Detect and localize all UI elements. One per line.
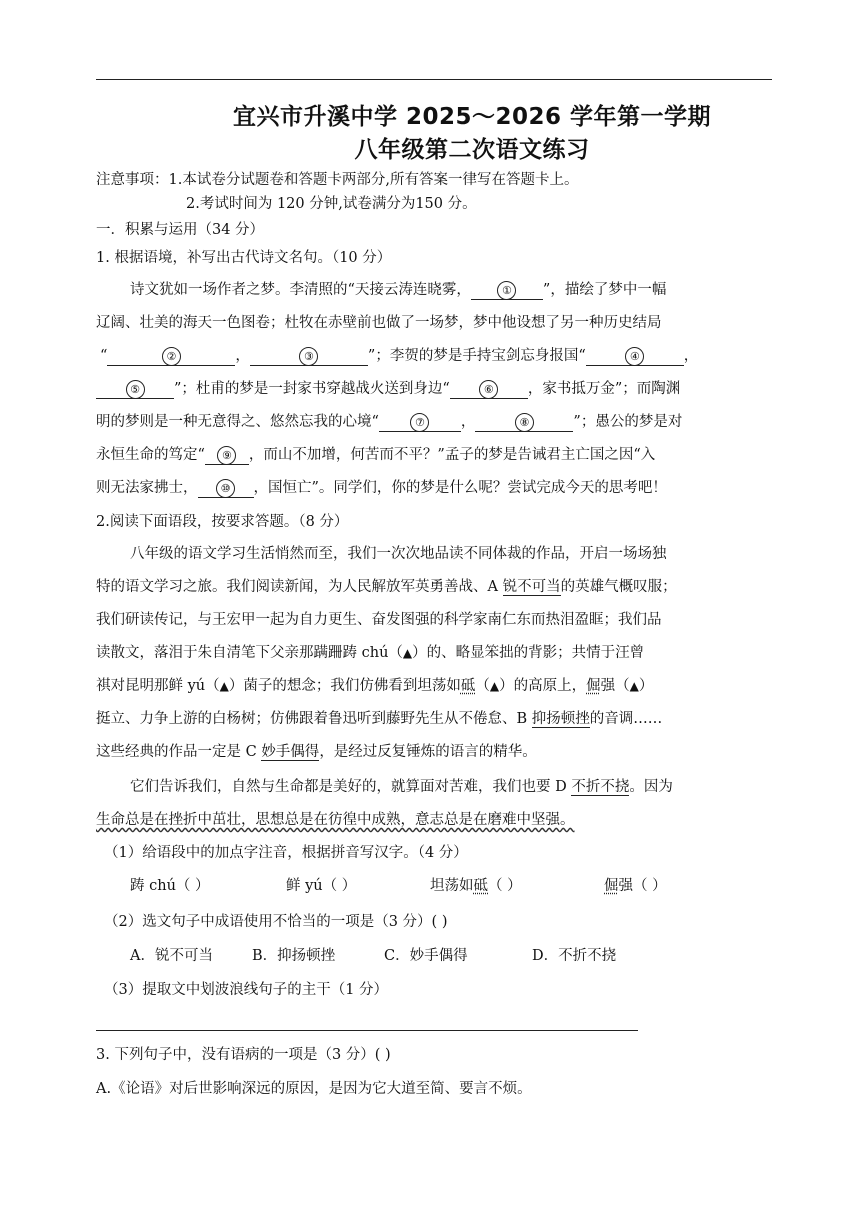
idiom-d: 不折不挠	[571, 779, 630, 795]
q1-line-2: 辽阔、壮美的海天一色图卷；杜牧在赤壁前也做了一场梦，梦中他设想了另一种历史结局	[96, 315, 662, 331]
q2-title: 2.阅读下面语段，按要求答题。（8 分）	[96, 514, 349, 530]
blank-9[interactable]	[205, 445, 249, 465]
idiom-a: 锐不可当	[502, 579, 561, 595]
text: 明的梦则是一种无意得之、悠然忘我的心境“	[96, 414, 379, 430]
blank-number: ③	[299, 347, 318, 366]
text: ”；杜甫的梦是一封家书穿越战火送到身边“	[174, 381, 450, 397]
s1-item-b: 鲜 yú（ ）	[286, 878, 357, 894]
idiom-c: 妙手偶得	[261, 744, 320, 760]
dotted-char: 倔	[586, 678, 601, 694]
blank-8[interactable]	[475, 412, 573, 432]
q2-para1-line6	[96, 709, 662, 729]
blank-number: ⑦	[410, 413, 429, 432]
exam-subtitle: 八年级第二次语文练习	[354, 137, 590, 163]
idiom-b: 抑扬顿挫	[531, 711, 590, 727]
text: 的英雄气概叹服；	[560, 579, 677, 595]
option-c: C．妙手偶得	[384, 948, 468, 964]
blank-number: ⑨	[217, 446, 236, 465]
blank-2[interactable]	[107, 346, 235, 366]
text: 诗文犹如一场作者之梦。李清照的“天接云涛连晓雾，	[130, 282, 471, 298]
q2-para1-line1: 八年级的语文学习生活悄然而至，我们一次次地品读不同体裁的作品，开启一场场独	[130, 546, 667, 562]
blank-number: ④	[625, 347, 644, 366]
blank-7[interactable]	[379, 412, 461, 432]
s1-item-a: 踌 chú（ ）	[130, 878, 210, 894]
dotted-char: 砥	[460, 678, 476, 694]
q2-para2-line2	[96, 810, 575, 830]
text: ，	[683, 348, 699, 364]
blank-10[interactable]	[198, 478, 254, 498]
blank-4[interactable]	[586, 346, 684, 366]
s1-item-c	[430, 876, 522, 896]
dotted-char: 倔	[604, 878, 619, 894]
q2-para2-line1	[130, 777, 673, 797]
text: 的音调……	[589, 711, 663, 727]
text: ，是经过反复锤炼的语言的精华。	[319, 744, 537, 760]
text: 强（	[600, 678, 630, 694]
text: ）菌子的想念；我们仿佛看到坦荡如	[228, 678, 461, 694]
q2-para1-line5	[96, 676, 653, 696]
exam-title: 宜兴市升溪中学 2025～2026 学年第一学期	[232, 104, 712, 130]
text: 挺立、力争上游的白杨树；仿佛跟着鲁迅听到藤野先生从不倦怠、B	[96, 711, 532, 727]
text: （ ）	[488, 878, 522, 894]
blank-5[interactable]	[96, 379, 174, 399]
blank-6[interactable]	[450, 379, 528, 399]
text: ”；李贺的梦是手持宝剑忘身报国“	[367, 348, 586, 364]
q2-para1-line7	[96, 742, 537, 762]
q2-sub3: （3）提取文中划波浪线句子的主干（1 分）	[104, 982, 389, 998]
top-rule	[96, 79, 772, 80]
option-a: A．锐不可当	[130, 948, 213, 964]
answer-line[interactable]	[96, 1030, 638, 1031]
q1-line-5	[96, 412, 682, 432]
text: 则无法家拂士，	[96, 480, 198, 496]
text: ，国恒亡”。同学们，你的梦是什么呢？尝试完成今天的思考吧！	[253, 480, 667, 496]
text: ”，描绘了梦中一幅	[542, 282, 667, 298]
text: ，	[460, 414, 476, 430]
text: 坦荡如	[430, 878, 474, 894]
q1-line-6	[96, 445, 655, 465]
blank-number: ⑩	[216, 479, 235, 498]
s1-item-d	[604, 876, 667, 896]
text: 这些经典的作品一定是 C	[96, 744, 262, 760]
blank-1[interactable]	[471, 280, 543, 300]
q1-line-1	[130, 280, 666, 300]
option-b: B．抑扬顿挫	[252, 948, 336, 964]
q2-sub2: （2）选文句子中成语使用不恰当的一项是（3 分）( )	[104, 914, 448, 930]
triangle-icon: ▲	[629, 679, 639, 693]
q3-title: 3. 下列句子中，没有语病的一项是（3 分）( )	[96, 1047, 391, 1063]
q2-para1-line2	[96, 577, 677, 597]
option-d: D．不折不挠	[532, 948, 617, 964]
text: ，而山不加增，何苦而不平？”孟子的梦是告诫君主亡国之因“入	[248, 447, 656, 463]
blank-3[interactable]	[250, 346, 368, 366]
wavy-sentence: 生命总是在挫折中茁壮，思想总是在彷徨中成熟，意志总是在磨难中坚强。	[96, 812, 575, 828]
q2-sub1: （1）给语段中的加点字注音，根据拼音写汉字。（4 分）	[104, 845, 468, 861]
notes-line-1: 注意事项：1.本试卷分试题卷和答题卡两部分,所有答案一律写在答题卡上。	[96, 172, 579, 188]
blank-number: ⑥	[479, 380, 498, 399]
blank-number: ②	[162, 347, 181, 366]
triangle-icon: ▲	[402, 646, 413, 660]
q1-line-4	[96, 379, 680, 399]
q2-para1-line4	[96, 643, 644, 663]
text: ，	[235, 348, 250, 364]
text: ）的、略显笨拙的背影；共情于汪曾	[412, 645, 645, 661]
dotted-char: 砥	[473, 878, 488, 894]
text: “	[100, 348, 108, 364]
text: 。因为	[629, 779, 673, 795]
blank-number: ⑧	[515, 413, 534, 432]
notes-line-2: 2.考试时间为 120 分钟,试卷满分为150 分。	[186, 196, 477, 212]
q1-line-7	[96, 478, 667, 498]
text: ）	[638, 678, 654, 694]
q3-option-a: A.《论语》对后世影响深远的原因，是因为它大道至简、要言不烦。	[96, 1081, 532, 1097]
section-heading: 一．积累与运用（34 分）	[96, 222, 265, 238]
blank-number: ⑤	[126, 380, 145, 399]
text: 强（ ）	[618, 878, 667, 894]
q1-line-3	[100, 346, 698, 366]
text: 特的语文学习之旅。我们阅读新闻，为人民解放军英勇善战、A	[96, 579, 503, 595]
blank-number: ①	[497, 281, 516, 300]
text: 永恒生命的笃定“	[96, 447, 205, 463]
text: 它们告诉我们，自然与生命都是美好的，就算面对苦难，我们也要 D	[130, 779, 572, 795]
text: 祺对昆明那鲜 yú（	[96, 678, 220, 694]
triangle-icon: ▲	[219, 679, 229, 693]
triangle-icon: ▲	[489, 679, 500, 693]
text: ”；愚公的梦是对	[573, 414, 683, 430]
text: （	[475, 678, 490, 694]
text: 读散文，落泪于朱自清笔下父亲那蹒跚踌 chú（	[96, 645, 403, 661]
text: ，家书抵万金”；而陶渊	[527, 381, 681, 397]
text: ）的高原上，	[499, 678, 587, 694]
q2-para1-line3: 我们研读传记，与王宏甲一起为自力更生、奋发图强的科学家南仁东而热泪盈眶；我们品	[96, 612, 662, 628]
q1-title: 1. 根据语境，补写出古代诗文名句。（10 分）	[96, 250, 392, 266]
